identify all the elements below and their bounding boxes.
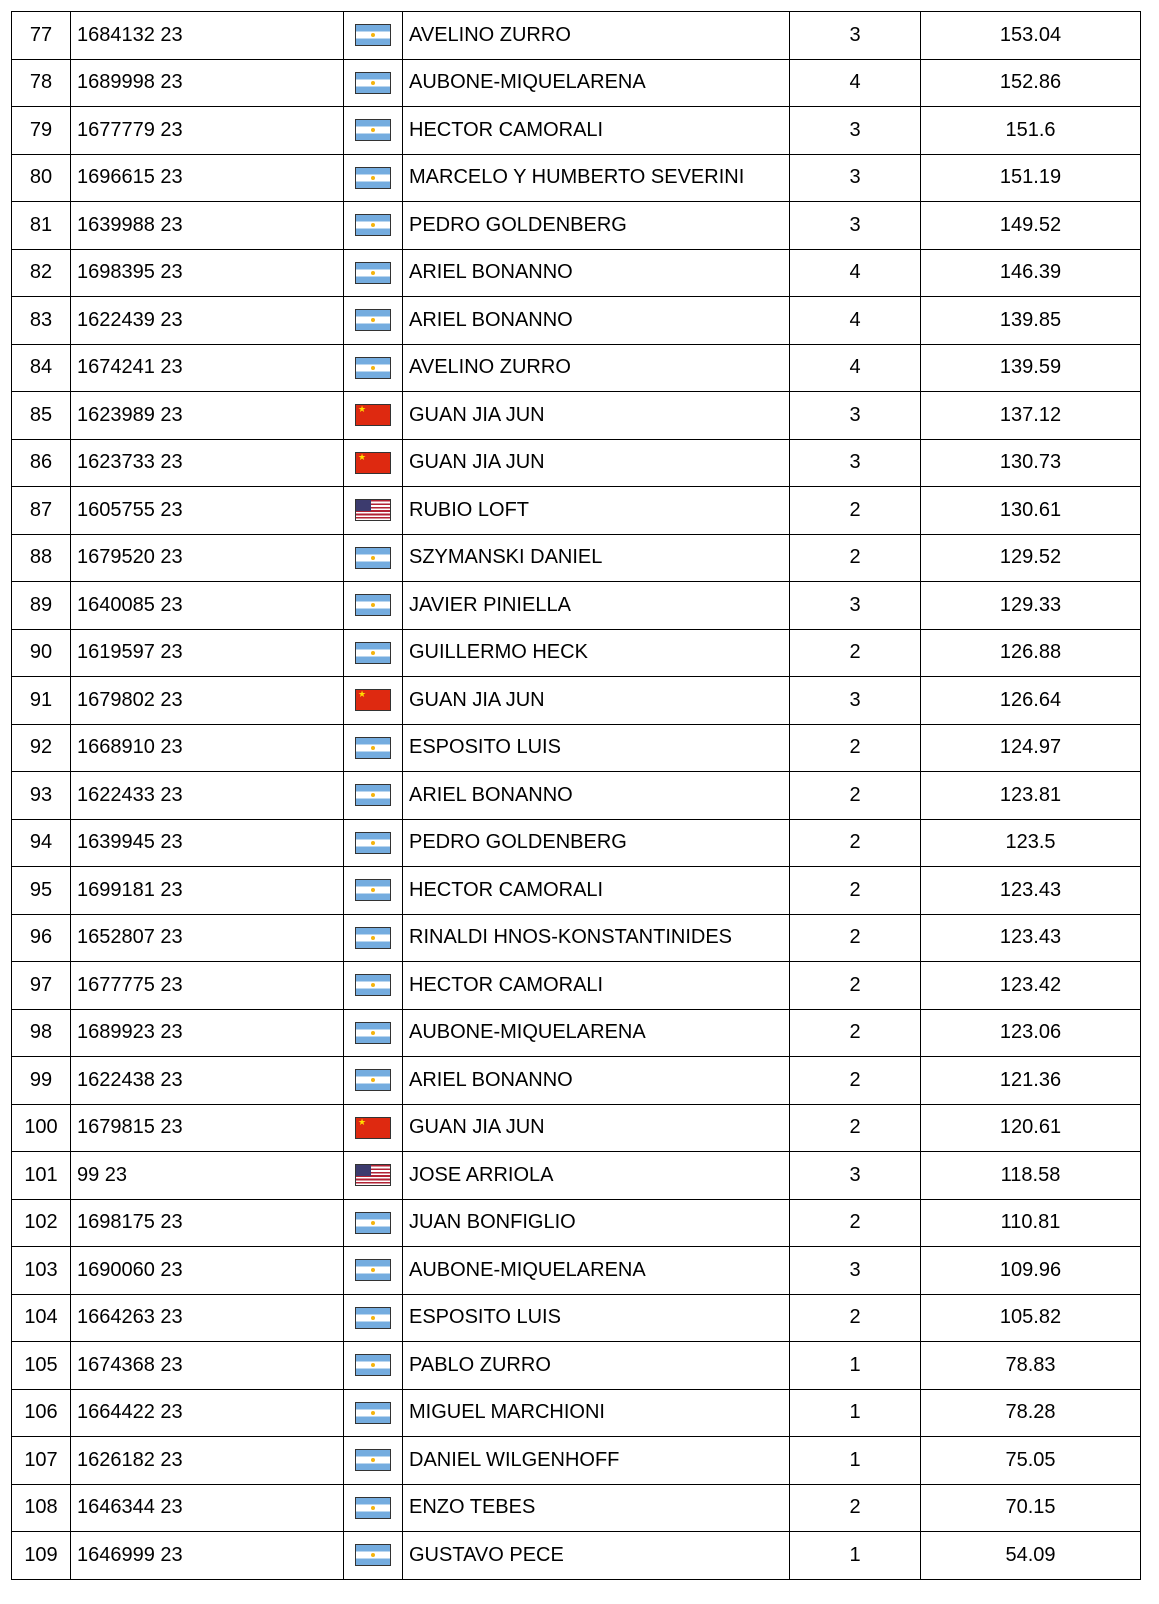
flag-cell [344, 867, 403, 915]
table-row [12, 629, 1141, 677]
flag-cell [344, 819, 403, 867]
ring-number-cell: 1698175 23 [71, 1199, 344, 1247]
points-cell: 2 [790, 1294, 921, 1342]
flag-cell [344, 534, 403, 582]
points-cell: 3 [790, 582, 921, 630]
flag-cell [344, 1247, 403, 1295]
score-cell: 78.28 [921, 1389, 1141, 1437]
flag-cell [344, 487, 403, 535]
rank-cell: 91 [12, 677, 71, 725]
rank-cell: 79 [12, 107, 71, 155]
flag-cell [344, 914, 403, 962]
points-cell: 2 [790, 629, 921, 677]
argentina-flag-icon [355, 357, 391, 379]
points-cell: 2 [790, 534, 921, 582]
table-row [12, 392, 1141, 440]
table-row [12, 534, 1141, 582]
points-cell: 2 [790, 1104, 921, 1152]
fancier-name-cell: ARIEL BONANNO [403, 297, 790, 345]
ring-number-cell: 1626182 23 [71, 1437, 344, 1485]
argentina-flag-icon [355, 72, 391, 94]
points-cell: 4 [790, 344, 921, 392]
rank-cell: 82 [12, 249, 71, 297]
argentina-flag-icon [355, 1307, 391, 1329]
points-cell: 2 [790, 1057, 921, 1105]
table-row [12, 724, 1141, 772]
ring-number-cell: 1674241 23 [71, 344, 344, 392]
score-cell: 152.86 [921, 59, 1141, 107]
table-row [12, 487, 1141, 535]
table-row [12, 677, 1141, 725]
table-row [12, 819, 1141, 867]
score-cell: 146.39 [921, 249, 1141, 297]
score-cell: 78.83 [921, 1342, 1141, 1390]
usa-flag-icon [355, 499, 391, 521]
argentina-flag-icon [355, 1544, 391, 1566]
flag-cell [344, 1437, 403, 1485]
score-cell: 123.5 [921, 819, 1141, 867]
score-cell: 139.59 [921, 344, 1141, 392]
rank-cell: 105 [12, 1342, 71, 1390]
table-row [12, 1057, 1141, 1105]
score-cell: 123.81 [921, 772, 1141, 820]
argentina-flag-icon [355, 737, 391, 759]
ring-number-cell: 1622433 23 [71, 772, 344, 820]
score-cell: 129.52 [921, 534, 1141, 582]
flag-cell [344, 1389, 403, 1437]
rank-cell: 80 [12, 154, 71, 202]
table-row [12, 249, 1141, 297]
score-cell: 54.09 [921, 1532, 1141, 1580]
ring-number-cell: 1699181 23 [71, 867, 344, 915]
points-cell: 1 [790, 1437, 921, 1485]
fancier-name-cell: JOSE ARRIOLA [403, 1152, 790, 1200]
fancier-name-cell: ENZO TEBES [403, 1484, 790, 1532]
score-cell: 126.64 [921, 677, 1141, 725]
fancier-name-cell: SZYMANSKI DANIEL [403, 534, 790, 582]
ring-number-cell: 1696615 23 [71, 154, 344, 202]
points-cell: 4 [790, 249, 921, 297]
fancier-name-cell: GUAN JIA JUN [403, 1104, 790, 1152]
ring-number-cell: 1679802 23 [71, 677, 344, 725]
points-cell: 3 [790, 12, 921, 60]
points-cell: 3 [790, 677, 921, 725]
table-row [12, 59, 1141, 107]
table-row [12, 1437, 1141, 1485]
points-cell: 4 [790, 59, 921, 107]
argentina-flag-icon [355, 1497, 391, 1519]
flag-cell [344, 439, 403, 487]
rank-cell: 93 [12, 772, 71, 820]
rank-cell: 88 [12, 534, 71, 582]
points-cell: 2 [790, 867, 921, 915]
ring-number-cell: 1664263 23 [71, 1294, 344, 1342]
ring-number-cell: 1664422 23 [71, 1389, 344, 1437]
rank-cell: 94 [12, 819, 71, 867]
rank-cell: 96 [12, 914, 71, 962]
fancier-name-cell: ARIEL BONANNO [403, 1057, 790, 1105]
ring-number-cell: 99 23 [71, 1152, 344, 1200]
rank-cell: 109 [12, 1532, 71, 1580]
table-row [12, 772, 1141, 820]
ring-number-cell: 1668910 23 [71, 724, 344, 772]
ring-number-cell: 1646999 23 [71, 1532, 344, 1580]
rank-cell: 95 [12, 867, 71, 915]
rank-cell: 101 [12, 1152, 71, 1200]
ring-number-cell: 1679815 23 [71, 1104, 344, 1152]
argentina-flag-icon [355, 1069, 391, 1091]
score-cell: 153.04 [921, 12, 1141, 60]
rank-cell: 100 [12, 1104, 71, 1152]
rank-cell: 85 [12, 392, 71, 440]
score-cell: 70.15 [921, 1484, 1141, 1532]
score-cell: 123.43 [921, 867, 1141, 915]
fancier-name-cell: RINALDI HNOS-KONSTANTINIDES [403, 914, 790, 962]
rank-cell: 104 [12, 1294, 71, 1342]
rank-cell: 107 [12, 1437, 71, 1485]
rank-cell: 92 [12, 724, 71, 772]
table-row [12, 1247, 1141, 1295]
rank-cell: 102 [12, 1199, 71, 1247]
ring-number-cell: 1619597 23 [71, 629, 344, 677]
points-cell: 3 [790, 439, 921, 487]
rank-cell: 84 [12, 344, 71, 392]
ring-number-cell: 1674368 23 [71, 1342, 344, 1390]
ring-number-cell: 1623733 23 [71, 439, 344, 487]
score-cell: 124.97 [921, 724, 1141, 772]
rank-cell: 99 [12, 1057, 71, 1105]
usa-flag-icon [355, 1164, 391, 1186]
score-cell: 110.81 [921, 1199, 1141, 1247]
argentina-flag-icon [355, 642, 391, 664]
results-table-body [12, 12, 1141, 1580]
score-cell: 139.85 [921, 297, 1141, 345]
points-cell: 2 [790, 487, 921, 535]
flag-cell [344, 677, 403, 725]
argentina-flag-icon [355, 1449, 391, 1471]
flag-cell [344, 1294, 403, 1342]
ring-number-cell: 1623989 23 [71, 392, 344, 440]
flag-cell [344, 392, 403, 440]
fancier-name-cell: HECTOR CAMORALI [403, 107, 790, 155]
ring-number-cell: 1605755 23 [71, 487, 344, 535]
ring-number-cell: 1677775 23 [71, 962, 344, 1010]
points-cell: 2 [790, 724, 921, 772]
score-cell: 75.05 [921, 1437, 1141, 1485]
table-row [12, 202, 1141, 250]
points-cell: 1 [790, 1532, 921, 1580]
flag-cell [344, 962, 403, 1010]
china-flag-icon [355, 404, 391, 426]
flag-cell [344, 724, 403, 772]
argentina-flag-icon [355, 1259, 391, 1281]
fancier-name-cell: GUAN JIA JUN [403, 439, 790, 487]
score-cell: 109.96 [921, 1247, 1141, 1295]
rank-cell: 108 [12, 1484, 71, 1532]
table-row [12, 344, 1141, 392]
flag-cell [344, 1152, 403, 1200]
table-row [12, 107, 1141, 155]
table-row [12, 1009, 1141, 1057]
points-cell: 2 [790, 1484, 921, 1532]
points-cell: 3 [790, 392, 921, 440]
points-cell: 3 [790, 154, 921, 202]
rank-cell: 78 [12, 59, 71, 107]
ring-number-cell: 1622439 23 [71, 297, 344, 345]
ring-number-cell: 1639945 23 [71, 819, 344, 867]
ring-number-cell: 1684132 23 [71, 12, 344, 60]
flag-cell [344, 1009, 403, 1057]
fancier-name-cell: JAVIER PINIELLA [403, 582, 790, 630]
flag-cell [344, 12, 403, 60]
fancier-name-cell: PEDRO GOLDENBERG [403, 819, 790, 867]
fancier-name-cell: ARIEL BONANNO [403, 249, 790, 297]
fancier-name-cell: GUSTAVO PECE [403, 1532, 790, 1580]
flag-cell [344, 772, 403, 820]
ring-number-cell: 1679520 23 [71, 534, 344, 582]
argentina-flag-icon [355, 214, 391, 236]
flag-cell [344, 344, 403, 392]
argentina-flag-icon [355, 262, 391, 284]
table-row [12, 154, 1141, 202]
points-cell: 3 [790, 107, 921, 155]
fancier-name-cell: AUBONE-MIQUELARENA [403, 59, 790, 107]
table-row [12, 1104, 1141, 1152]
argentina-flag-icon [355, 309, 391, 331]
argentina-flag-icon [355, 24, 391, 46]
score-cell: 149.52 [921, 202, 1141, 250]
points-cell: 2 [790, 1199, 921, 1247]
fancier-name-cell: GUAN JIA JUN [403, 677, 790, 725]
score-cell: 137.12 [921, 392, 1141, 440]
score-cell: 123.06 [921, 1009, 1141, 1057]
china-flag-icon [355, 1117, 391, 1139]
table-row [12, 12, 1141, 60]
ring-number-cell: 1690060 23 [71, 1247, 344, 1295]
flag-cell [344, 629, 403, 677]
china-flag-icon [355, 689, 391, 711]
fancier-name-cell: PABLO ZURRO [403, 1342, 790, 1390]
results-table [11, 11, 1141, 1580]
flag-cell [344, 107, 403, 155]
score-cell: 130.73 [921, 439, 1141, 487]
points-cell: 2 [790, 1009, 921, 1057]
argentina-flag-icon [355, 927, 391, 949]
table-row [12, 1294, 1141, 1342]
fancier-name-cell: GUILLERMO HECK [403, 629, 790, 677]
ring-number-cell: 1689998 23 [71, 59, 344, 107]
points-cell: 3 [790, 1152, 921, 1200]
argentina-flag-icon [355, 832, 391, 854]
argentina-flag-icon [355, 879, 391, 901]
flag-cell [344, 202, 403, 250]
rank-cell: 97 [12, 962, 71, 1010]
ring-number-cell: 1652807 23 [71, 914, 344, 962]
argentina-flag-icon [355, 1212, 391, 1234]
flag-cell [344, 1057, 403, 1105]
fancier-name-cell: AVELINO ZURRO [403, 12, 790, 60]
rank-cell: 103 [12, 1247, 71, 1295]
score-cell: 151.6 [921, 107, 1141, 155]
ring-number-cell: 1677779 23 [71, 107, 344, 155]
fancier-name-cell: MIGUEL MARCHIONI [403, 1389, 790, 1437]
fancier-name-cell: DANIEL WILGENHOFF [403, 1437, 790, 1485]
ring-number-cell: 1646344 23 [71, 1484, 344, 1532]
argentina-flag-icon [355, 119, 391, 141]
argentina-flag-icon [355, 974, 391, 996]
argentina-flag-icon [355, 784, 391, 806]
fancier-name-cell: JUAN BONFIGLIO [403, 1199, 790, 1247]
fancier-name-cell: AUBONE-MIQUELARENA [403, 1009, 790, 1057]
table-row [12, 914, 1141, 962]
score-cell: 123.42 [921, 962, 1141, 1010]
rank-cell: 86 [12, 439, 71, 487]
fancier-name-cell: HECTOR CAMORALI [403, 867, 790, 915]
flag-cell [344, 154, 403, 202]
flag-cell [344, 1342, 403, 1390]
points-cell: 2 [790, 914, 921, 962]
fancier-name-cell: ARIEL BONANNO [403, 772, 790, 820]
argentina-flag-icon [355, 547, 391, 569]
points-cell: 1 [790, 1389, 921, 1437]
flag-cell [344, 59, 403, 107]
china-flag-icon [355, 452, 391, 474]
flag-cell [344, 249, 403, 297]
rank-cell: 87 [12, 487, 71, 535]
ring-number-cell: 1689923 23 [71, 1009, 344, 1057]
fancier-name-cell: HECTOR CAMORALI [403, 962, 790, 1010]
argentina-flag-icon [355, 1402, 391, 1424]
rank-cell: 89 [12, 582, 71, 630]
score-cell: 130.61 [921, 487, 1141, 535]
table-row [12, 1199, 1141, 1247]
table-row [12, 439, 1141, 487]
flag-cell [344, 1104, 403, 1152]
argentina-flag-icon [355, 1022, 391, 1044]
fancier-name-cell: GUAN JIA JUN [403, 392, 790, 440]
table-row [12, 1389, 1141, 1437]
points-cell: 4 [790, 297, 921, 345]
fancier-name-cell: AVELINO ZURRO [403, 344, 790, 392]
flag-cell [344, 1199, 403, 1247]
flag-cell [344, 1484, 403, 1532]
table-row [12, 582, 1141, 630]
score-cell: 105.82 [921, 1294, 1141, 1342]
score-cell: 123.43 [921, 914, 1141, 962]
fancier-name-cell: PEDRO GOLDENBERG [403, 202, 790, 250]
fancier-name-cell: RUBIO LOFT [403, 487, 790, 535]
flag-cell [344, 582, 403, 630]
score-cell: 151.19 [921, 154, 1141, 202]
points-cell: 3 [790, 202, 921, 250]
table-row [12, 867, 1141, 915]
fancier-name-cell: MARCELO Y HUMBERTO SEVERINI [403, 154, 790, 202]
table-row [12, 1484, 1141, 1532]
points-cell: 2 [790, 772, 921, 820]
ring-number-cell: 1698395 23 [71, 249, 344, 297]
fancier-name-cell: ESPOSITO LUIS [403, 724, 790, 772]
rank-cell: 83 [12, 297, 71, 345]
table-row [12, 297, 1141, 345]
rank-cell: 98 [12, 1009, 71, 1057]
points-cell: 3 [790, 1247, 921, 1295]
ring-number-cell: 1640085 23 [71, 582, 344, 630]
fancier-name-cell: ESPOSITO LUIS [403, 1294, 790, 1342]
score-cell: 121.36 [921, 1057, 1141, 1105]
table-row [12, 1152, 1141, 1200]
score-cell: 126.88 [921, 629, 1141, 677]
score-cell: 129.33 [921, 582, 1141, 630]
flag-cell [344, 1532, 403, 1580]
score-cell: 118.58 [921, 1152, 1141, 1200]
table-row [12, 1342, 1141, 1390]
argentina-flag-icon [355, 167, 391, 189]
flag-cell [344, 297, 403, 345]
table-row [12, 1532, 1141, 1580]
argentina-flag-icon [355, 1354, 391, 1376]
table-row [12, 962, 1141, 1010]
argentina-flag-icon [355, 594, 391, 616]
rank-cell: 90 [12, 629, 71, 677]
score-cell: 120.61 [921, 1104, 1141, 1152]
rank-cell: 77 [12, 12, 71, 60]
points-cell: 2 [790, 962, 921, 1010]
rank-cell: 106 [12, 1389, 71, 1437]
fancier-name-cell: AUBONE-MIQUELARENA [403, 1247, 790, 1295]
points-cell: 1 [790, 1342, 921, 1390]
rank-cell: 81 [12, 202, 71, 250]
ring-number-cell: 1622438 23 [71, 1057, 344, 1105]
points-cell: 2 [790, 819, 921, 867]
ring-number-cell: 1639988 23 [71, 202, 344, 250]
